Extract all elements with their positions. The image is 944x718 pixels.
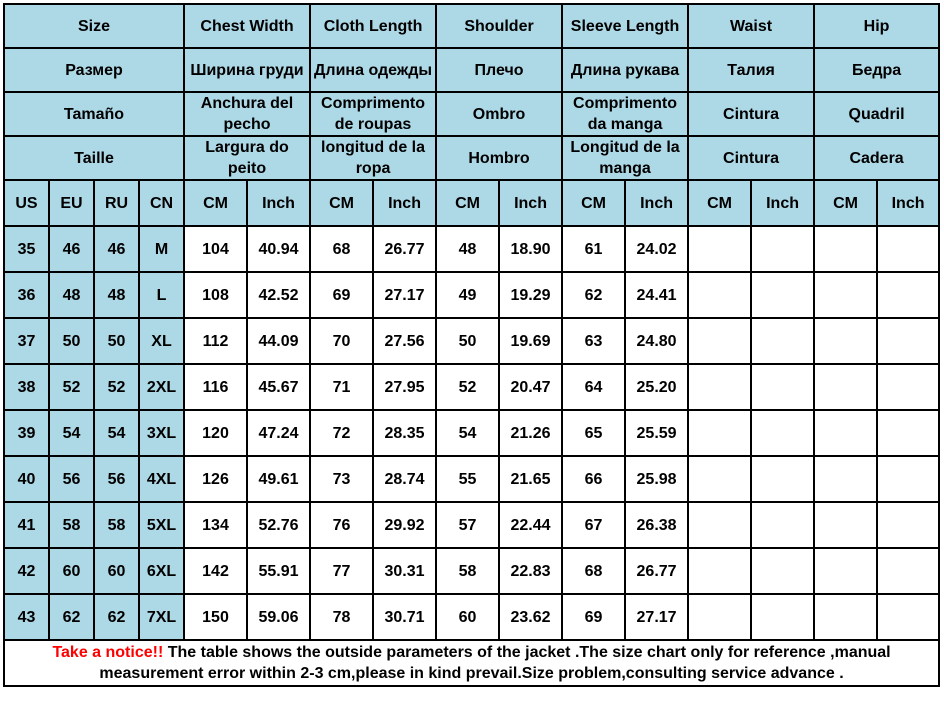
measurement-cell: 50 [436,318,499,364]
size-cell: 35 [4,226,49,272]
header-waist: Cintura [688,92,814,136]
notice-row [4,640,939,686]
size-cell: 36 [4,272,49,318]
measurement-cell: 64 [562,364,625,410]
measurement-cell: 68 [310,226,373,272]
empty-cell [751,502,814,548]
header-cloth-length: Cloth Length [310,4,436,48]
measurement-cell: 52 [436,364,499,410]
measurement-cell: 116 [184,364,247,410]
notice-body: The table shows the outside parameters of the jacket .The size chart only for reference ,manual measurement error within 2-3 cm,please in kind prevail.Size problem,consulting service advance . [99,644,891,682]
empty-cell [751,364,814,410]
measurement-cell: 18.90 [499,226,562,272]
header-shoulder: Плечо [436,48,562,92]
measurement-cell: 22.83 [499,548,562,594]
table-row [4,502,939,548]
measurement-cell: 52.76 [247,502,310,548]
unit-header: RU [94,180,139,226]
measurement-cell: 69 [310,272,373,318]
empty-cell [814,502,877,548]
measurement-cell: 62 [562,272,625,318]
empty-cell [877,594,939,640]
measurement-cell: 66 [562,456,625,502]
measurement-cell: 30.71 [373,594,436,640]
header-cloth-length: longitud de la ropa [310,136,436,180]
measurement-cell: 42.52 [247,272,310,318]
measurement-cell: 45.67 [247,364,310,410]
unit-header: Inch [877,180,939,226]
size-cell: XL [139,318,184,364]
measurement-cell: 25.20 [625,364,688,410]
size-cell: 52 [94,364,139,410]
header-cloth-length: Comprimento de roupas [310,92,436,136]
measurement-cell: 112 [184,318,247,364]
unit-header: Inch [625,180,688,226]
size-cell: 46 [49,226,94,272]
measurement-cell: 27.17 [373,272,436,318]
unit-header: CM [562,180,625,226]
header-sleeve-length: Sleeve Length [562,4,688,48]
table-row [4,272,939,318]
measurement-cell: 25.59 [625,410,688,456]
header-hip: Cadera [814,136,939,180]
measurement-cell: 25.98 [625,456,688,502]
empty-cell [688,410,751,456]
header-chest-width: Largura do peito [184,136,310,180]
header-size: Size [4,4,184,48]
measurement-cell: 60 [436,594,499,640]
measurement-cell: 28.74 [373,456,436,502]
unit-header: Inch [499,180,562,226]
measurement-cell: 67 [562,502,625,548]
measurement-cell: 27.17 [625,594,688,640]
size-cell: 54 [49,410,94,456]
empty-cell [688,594,751,640]
header-row-portuguese [4,92,939,136]
size-cell: 6XL [139,548,184,594]
size-cell: 39 [4,410,49,456]
size-cell: 60 [49,548,94,594]
measurement-cell: 63 [562,318,625,364]
empty-cell [751,594,814,640]
empty-cell [877,364,939,410]
size-table [3,3,940,687]
size-cell: 62 [49,594,94,640]
table-row [4,594,939,640]
measurement-cell: 68 [562,548,625,594]
header-row-russian [4,48,939,92]
size-cell: 56 [49,456,94,502]
table-row [4,364,939,410]
measurement-cell: 30.31 [373,548,436,594]
header-chest-width: Anchura del pecho [184,92,310,136]
size-cell: 58 [94,502,139,548]
header-sleeve-length: Comprimento da manga [562,92,688,136]
size-cell: 62 [94,594,139,640]
header-sleeve-length: Длина рукава [562,48,688,92]
size-cell: 52 [49,364,94,410]
empty-cell [877,226,939,272]
measurement-cell: 26.77 [373,226,436,272]
empty-cell [751,318,814,364]
measurement-cell: 58 [436,548,499,594]
size-cell: 43 [4,594,49,640]
empty-cell [688,364,751,410]
size-cell: 56 [94,456,139,502]
measurement-cell: 29.92 [373,502,436,548]
measurement-cell: 69 [562,594,625,640]
measurement-cell: 104 [184,226,247,272]
empty-cell [751,548,814,594]
unit-header: Inch [751,180,814,226]
unit-header: CM [310,180,373,226]
measurement-cell: 70 [310,318,373,364]
unit-header: CM [436,180,499,226]
empty-cell [877,456,939,502]
measurement-cell: 26.38 [625,502,688,548]
header-row-english [4,4,939,48]
empty-cell [877,318,939,364]
header-chest-width: Chest Width [184,4,310,48]
header-hip: Hip [814,4,939,48]
empty-cell [877,410,939,456]
empty-cell [814,226,877,272]
empty-cell [688,272,751,318]
measurement-cell: 24.02 [625,226,688,272]
size-cell: 58 [49,502,94,548]
empty-cell [814,548,877,594]
header-hip: Quadril [814,92,939,136]
measurement-cell: 47.24 [247,410,310,456]
measurement-cell: 126 [184,456,247,502]
unit-header: CM [688,180,751,226]
size-cell: 4XL [139,456,184,502]
measurement-cell: 77 [310,548,373,594]
measurement-cell: 108 [184,272,247,318]
header-waist: Waist [688,4,814,48]
measurement-cell: 61 [562,226,625,272]
size-cell: 37 [4,318,49,364]
size-cell: M [139,226,184,272]
header-cloth-length: Длина одежды [310,48,436,92]
size-cell: L [139,272,184,318]
header-chest-width: Ширина груди [184,48,310,92]
measurement-cell: 20.47 [499,364,562,410]
measurement-cell: 24.80 [625,318,688,364]
measurement-cell: 72 [310,410,373,456]
table-row [4,318,939,364]
measurement-cell: 48 [436,226,499,272]
unit-header: Inch [247,180,310,226]
empty-cell [751,410,814,456]
measurement-cell: 142 [184,548,247,594]
table-row [4,410,939,456]
measurement-cell: 78 [310,594,373,640]
empty-cell [688,502,751,548]
empty-cell [877,548,939,594]
header-size: Tamaño [4,92,184,136]
empty-cell [688,456,751,502]
measurement-cell: 19.69 [499,318,562,364]
empty-cell [688,318,751,364]
measurement-cell: 59.06 [247,594,310,640]
measurement-cell: 23.62 [499,594,562,640]
measurement-cell: 150 [184,594,247,640]
header-sleeve-length: Longitud de la manga [562,136,688,180]
unit-header: US [4,180,49,226]
header-size: Размер [4,48,184,92]
measurement-cell: 57 [436,502,499,548]
unit-row [4,180,939,226]
empty-cell [814,272,877,318]
table-row [4,456,939,502]
size-cell: 48 [49,272,94,318]
measurement-cell: 27.56 [373,318,436,364]
size-cell: 41 [4,502,49,548]
size-cell: 60 [94,548,139,594]
notice-text [4,640,939,686]
measurement-cell: 54 [436,410,499,456]
measurement-cell: 27.95 [373,364,436,410]
measurement-cell: 134 [184,502,247,548]
measurement-cell: 76 [310,502,373,548]
unit-header: Inch [373,180,436,226]
measurement-cell: 65 [562,410,625,456]
size-cell: 54 [94,410,139,456]
empty-cell [814,594,877,640]
unit-header: CN [139,180,184,226]
unit-header: EU [49,180,94,226]
measurement-cell: 22.44 [499,502,562,548]
unit-header: CM [184,180,247,226]
size-cell: 46 [94,226,139,272]
measurement-cell: 24.41 [625,272,688,318]
header-shoulder: Hombro [436,136,562,180]
measurement-cell: 55 [436,456,499,502]
empty-cell [751,272,814,318]
empty-cell [877,272,939,318]
size-cell: 50 [49,318,94,364]
empty-cell [814,410,877,456]
size-cell: 3XL [139,410,184,456]
measurement-cell: 71 [310,364,373,410]
header-shoulder: Ombro [436,92,562,136]
size-cell: 2XL [139,364,184,410]
header-row-spanish [4,136,939,180]
size-cell: 7XL [139,594,184,640]
size-cell: 40 [4,456,49,502]
measurement-cell: 49 [436,272,499,318]
empty-cell [688,226,751,272]
measurement-cell: 21.65 [499,456,562,502]
measurement-cell: 19.29 [499,272,562,318]
measurement-cell: 40.94 [247,226,310,272]
measurement-cell: 73 [310,456,373,502]
header-size: Taille [4,136,184,180]
header-waist: Талия [688,48,814,92]
table-row [4,226,939,272]
notice-highlight: Take a notice!! [52,644,164,661]
measurement-cell: 28.35 [373,410,436,456]
size-cell: 50 [94,318,139,364]
header-waist: Cintura [688,136,814,180]
unit-header: CM [814,180,877,226]
measurement-cell: 26.77 [625,548,688,594]
measurement-cell: 55.91 [247,548,310,594]
empty-cell [688,548,751,594]
size-cell: 48 [94,272,139,318]
measurement-cell: 120 [184,410,247,456]
empty-cell [751,226,814,272]
measurement-cell: 44.09 [247,318,310,364]
size-cell: 42 [4,548,49,594]
measurement-cell: 49.61 [247,456,310,502]
empty-cell [877,502,939,548]
size-cell: 38 [4,364,49,410]
empty-cell [751,456,814,502]
size-cell: 5XL [139,502,184,548]
header-shoulder: Shoulder [436,4,562,48]
empty-cell [814,318,877,364]
header-hip: Бедра [814,48,939,92]
empty-cell [814,456,877,502]
measurement-cell: 21.26 [499,410,562,456]
table-row [4,548,939,594]
empty-cell [814,364,877,410]
